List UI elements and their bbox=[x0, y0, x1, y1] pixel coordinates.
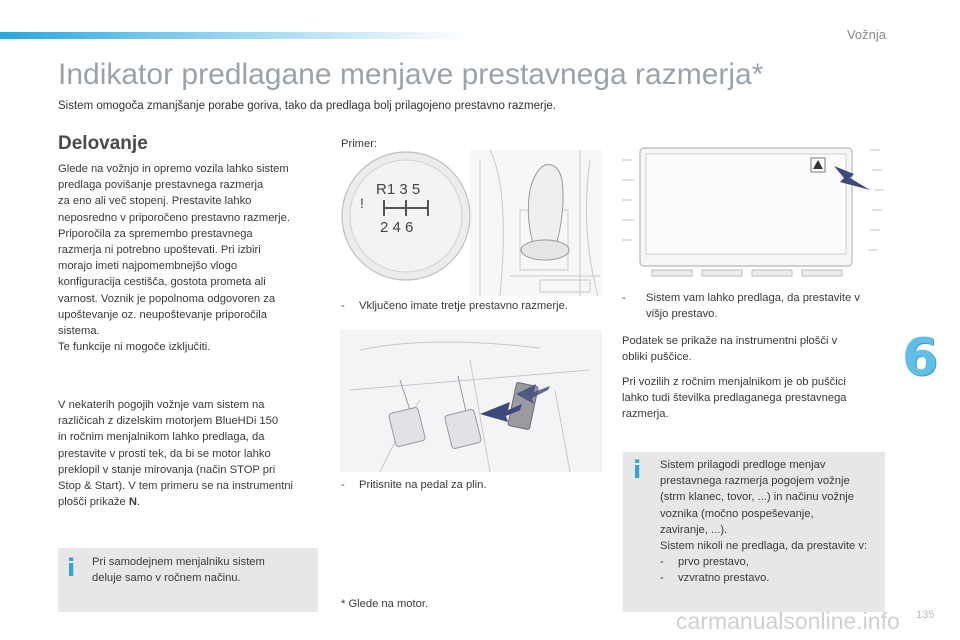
text-line: razmerja. bbox=[622, 408, 669, 421]
text-line: Te funkcije ni mogoče izključiti. bbox=[58, 341, 211, 354]
bullet-text: Vključeno imate tretje prestavno razmerje. bbox=[359, 300, 568, 312]
text-line: zaviranje, ...). bbox=[660, 523, 728, 536]
bullet-text: Sistem vam lahko predlaga, da prestavite v bbox=[646, 292, 860, 304]
manual-paragraph bbox=[622, 374, 884, 423]
info-text bbox=[92, 554, 312, 586]
pedal-illustration bbox=[340, 330, 602, 472]
text-line: Sistem prilagodi predloge menjav bbox=[660, 459, 826, 471]
text-line: različicah z dizelskim motorjem BlueHDi 150 bbox=[58, 415, 279, 428]
bullet-text: vzvratno prestavo. bbox=[678, 572, 770, 585]
footnote: * Glede na motor. bbox=[341, 598, 429, 610]
text-line: in ročnim menjalnikom lahko predlaga, da bbox=[58, 431, 265, 444]
bullet-third-gear bbox=[341, 298, 606, 314]
text-line: Pri samodejnem menjalniku sistem bbox=[92, 556, 265, 568]
text-line: Priporočila za spremembo prestavnega bbox=[58, 227, 253, 240]
text-line: V nekaterih pogojih vožnje vam sistem na bbox=[58, 399, 265, 411]
example-label: Primer: bbox=[341, 138, 378, 150]
info-icon: i bbox=[633, 456, 642, 484]
section-heading: Delovanje bbox=[58, 133, 148, 154]
intro-text: Sistem omogoča zmanjšanje porabe goriva, tako da predlaga bolj prilagojeno prestavno razmerje. bbox=[58, 100, 556, 112]
text-line: prestavite v prosti tek, da bi se motor lahko bbox=[58, 447, 271, 460]
operation-paragraph bbox=[58, 161, 320, 355]
text-line: varnost. Voznik je popolnoma odgovoren za bbox=[58, 292, 276, 305]
text-line: preklopil v stanje mirovanja (način STOP pri bbox=[58, 463, 276, 476]
watermark: carmanualsonline.info bbox=[676, 608, 900, 634]
footwell-background bbox=[340, 330, 602, 472]
bullet-text: višjo prestavo. bbox=[646, 308, 718, 321]
neutral-letter: N bbox=[128, 496, 137, 509]
bullet-accelerator bbox=[341, 477, 606, 493]
header-accent-bar bbox=[0, 32, 470, 39]
bullet-text: Pritisnite na pedal za plin. bbox=[359, 479, 487, 491]
text-span: plošči prikaže bbox=[58, 496, 129, 509]
text-line: razmerja ni potrebno upoštevati. Pri izbiri bbox=[58, 244, 261, 257]
bullet-dash: - bbox=[341, 300, 345, 312]
text-line: obliki puščice. bbox=[622, 351, 692, 364]
text-line: konfiguracija cestišča, gostota prometa ali bbox=[58, 276, 266, 289]
display-paragraph bbox=[622, 333, 884, 365]
shift-pattern-knob bbox=[342, 152, 470, 280]
text-line: Glede na vožnjo in opremo vozila lahko sistem bbox=[58, 163, 289, 175]
text-line: (strm klanec, tovor, ...) in načinu vožnje bbox=[660, 491, 854, 504]
text-line: deluje samo v ročnem načinu. bbox=[92, 572, 241, 585]
gear-row-top: R1 3 5 bbox=[376, 181, 421, 198]
chapter-number: 6 bbox=[902, 328, 939, 388]
text-line: upoštevanje oz. neupoštevanje priporočila bbox=[58, 308, 267, 321]
gear-knob-illustration bbox=[340, 150, 602, 296]
instrument-panel-illustration bbox=[622, 140, 884, 280]
svg-text:!: ! bbox=[360, 195, 364, 211]
bullet-dash: - bbox=[341, 479, 345, 491]
page-number: 135 bbox=[916, 609, 935, 621]
bullet-upshift bbox=[622, 290, 884, 322]
text-line: prestavnega razmerja pogojem vožnje bbox=[660, 475, 850, 488]
text-line: lahko tudi številka predlaganega prestavnega bbox=[622, 392, 847, 405]
upshift-indicator-icon bbox=[811, 158, 825, 172]
text-line: voznika (močno pospeševanje, bbox=[660, 507, 814, 520]
bullet-dash: - bbox=[660, 556, 664, 569]
info-bullet bbox=[660, 554, 882, 570]
text-line: Pri vozilih z ročnim menjalnikom je ob puščici bbox=[622, 376, 846, 388]
text-line: morajo imeti najpomembnejšo vlogo bbox=[58, 260, 238, 273]
text-line: Podatek se prikaže na instrumentni plošči v bbox=[622, 335, 838, 347]
page-title: Indikator predlagane menjave prestavnega razmerja* bbox=[58, 58, 764, 91]
text-line: predlaga povišanje prestavnega razmerja bbox=[58, 179, 264, 192]
text-line: Sistem nikoli ne predlaga, da prestavite v: bbox=[660, 540, 868, 553]
info-box-adaptive bbox=[623, 452, 885, 612]
text-line: sistema. bbox=[58, 325, 100, 338]
bluehdi-paragraph bbox=[58, 397, 320, 510]
info-text bbox=[660, 457, 882, 587]
text-line: neposredno v priporočeno prestavno razmerje. bbox=[58, 211, 290, 224]
bullet-text: prvo prestavo, bbox=[678, 556, 749, 569]
info-bullet bbox=[660, 570, 882, 586]
info-box-automatic bbox=[58, 548, 318, 612]
text-line bbox=[58, 494, 320, 510]
text-span: . bbox=[136, 496, 141, 509]
info-icon: i bbox=[67, 554, 76, 582]
text-line: za eno ali več stopenj. Prestavite lahko bbox=[58, 195, 252, 208]
text-line: Stop & Start). V tem primeru se na instrumentni bbox=[58, 480, 294, 493]
gear-row-bottom: 2 4 6 bbox=[380, 219, 414, 236]
section-label: Vožnja bbox=[846, 27, 886, 42]
bullet-row bbox=[622, 290, 884, 306]
bullet-dash: - bbox=[660, 572, 664, 585]
bullet-dash: - bbox=[622, 292, 626, 304]
